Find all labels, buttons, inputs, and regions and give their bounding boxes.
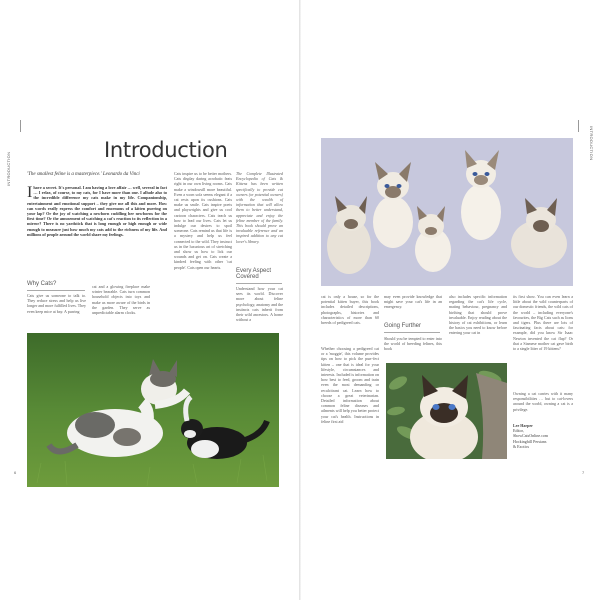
- photo-siamese-kittens: [321, 138, 573, 286]
- photo-birman-cat: [386, 363, 507, 459]
- column-right-d: Should you be tempted to enter into the world of breeding felines, this book: [384, 336, 442, 352]
- page-number-left: 6: [14, 470, 17, 475]
- editor-signature: [513, 423, 573, 449]
- heading-rule: [384, 332, 440, 333]
- editor-site: ShowCatsOnline.com: [513, 433, 548, 439]
- cats-playing-illustration: [27, 333, 279, 487]
- column-mid-c: Understand how your cat sees its world. Discover more about feline psychology, anatomy and the instincts cats inherit from their wild ancestors. A home without a: [236, 286, 283, 323]
- column-mid-b: The Complete Illustrated Encyclopedia of Cats & Kittens has been written specifically to provide cat owners (or potential owners) with the wealth of information that will allow them to better understand, appreciate and enjoy the feline member of the family. This book should prove an invaluable reference and an inspired addition to any cat lover's library.: [236, 171, 283, 244]
- heading-rule: [27, 290, 85, 291]
- editor-org: Hockinghill Persians: [513, 438, 547, 444]
- page-number-right: 7: [582, 470, 585, 475]
- editor-role: Editor,: [513, 428, 524, 434]
- column-right-g: Owning a cat carries with it many responsibilities … but to cat-lovers around the world, owning a cat is a privilege.: [513, 391, 573, 412]
- lead-text: have a secret. It's personal. I am having a love affair … well, several in fact … I relax, of course, to my cats, for I have more than one. I allude also to the incredible difference my cats make in my life. Companionship, entertainment and emotional support – they give me all this and more. How can words really express the comfort and enormous of a kitten purring on your lap? Or the joy of watching a newborn cuddling her newborns for the first time? Or the amusement of watching a cat's reaction to its reflection in a mirror? There is no yardstick that is long enough or high enough or wide enough to measure just how much my cats add to the richness of my life. And millions of people around the world share my feelings.: [27, 185, 167, 237]
- editor-org-cont: & Exotics: [513, 443, 530, 449]
- running-head-right: INTRODUCTION: [589, 126, 594, 161]
- heading-rule: [236, 283, 282, 284]
- crop-mark: [20, 120, 21, 132]
- kittens-illustration: [321, 138, 573, 286]
- drop-cap: I: [27, 184, 33, 201]
- column-right-a: cat is only a house, so for the potential kitten buyer, this book includes detailed descriptions, photographs, histories and characteristics of more than 60 breeds of pedigreed cats.: [321, 294, 379, 326]
- section-heading-why-cats: Why Cats?: [27, 281, 57, 287]
- epigraph-quote: 'The smallest feline is a masterpiece.' Leonardo da Vinci: [27, 172, 140, 177]
- column-left-a: Cats give us someone to talk to. They reduce stress and help us live longer and more fulfilled lives. They even keep mice at bay. A purring: [27, 293, 86, 314]
- column-right-f: its first show. You can even learn a little about the wild counterparts of our domestic friends, the wild cats of the world – including everyone's favourites, the Big Cats such as lions and tigers. Plus there are lots of fascinating facts about cats: for example, did you know Sir Isaac Newton invented the cat flap? Or that a Siamese mother cat gave birth to a single litter of 19 kittens?: [513, 294, 573, 352]
- birman-illustration: [386, 363, 507, 459]
- page-title: Introduction: [104, 138, 228, 162]
- column-right-e: also includes specific information regarding the cat's life cycle, mating behaviour, pregnancy and birthing that should prove invaluable. Enjoy reading about the history of cat exhibitions, or learn the basics you need to know before entering your cat in: [449, 294, 507, 336]
- page-gutter: [299, 0, 301, 600]
- running-head-left: INTRODUCTION: [6, 151, 11, 186]
- section-heading-every-aspect: Every Aspect Covered: [236, 268, 272, 280]
- column-right-b: Whether choosing a pedigreed cat or a 'moggie', this volume provides tips on how to pick the purr-fect kitten – one that is ideal for your lifestyle, circumstances and interests. Included is information on how best to feed, groom and train even the most demanding or recalcitrant cat. Learn how to choose a great veterinarian. Detailed information about common feline diseases and ailments will help you better protect your cat's health. Instructions in feline first aid: [321, 346, 379, 424]
- column-right-c: may even provide knowledge that might save your cat's life in an emergency.: [384, 294, 442, 310]
- lead-paragraph: [27, 185, 167, 237]
- column-left-b: cat and a glowing fireplace make winter bearable. Cats turn common household objects into toys and make us more aware of the birds in the garden. They serve as unpredictable alarm clocks.: [92, 284, 150, 316]
- crop-mark: [578, 120, 579, 132]
- column-mid-a: Cats inspire us to be better mothers. Cats display daring acrobatic feats right in our own living rooms. Cats make a windowsill more beautiful. Even a worn sofa seems elegant if a cat rests upon its cushions. Cats make us smile. Cats inspire poets and playwrights and give us cool cartoon characters. Cats teach us how to lead our lives. Cats let us indulge our desires to spoil someone. Cats remind us that life is a mystery and help us feel connected to the wild. They instruct us in the luxurious art of stretching and show us how to lick our wounds and get on. Cats create a kindred feeling with other 'cat people'. Cats open our hearts.: [174, 171, 232, 270]
- editor-name: Lee Harper: [513, 423, 533, 428]
- section-heading-going-further: Going Further: [384, 323, 422, 329]
- photo-cats-playing: [27, 333, 279, 487]
